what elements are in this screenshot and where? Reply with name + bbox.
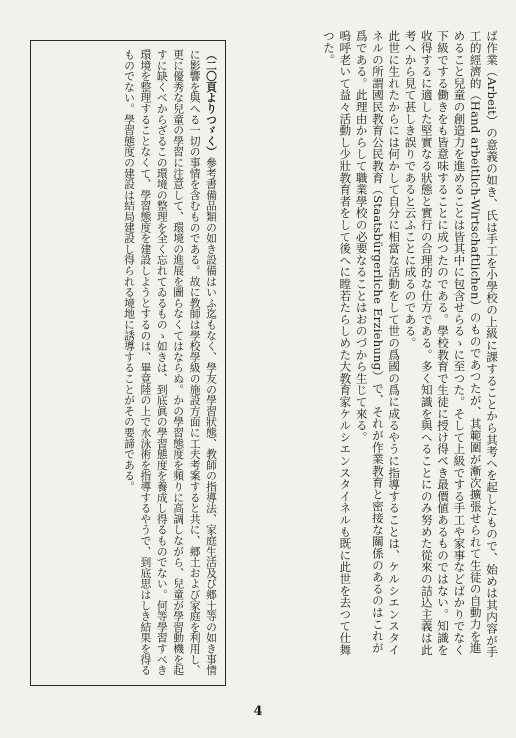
continued-note-body: 參考書備品類の如き設備はいふ迄もなく、學友の學習狀態、教師の指導法、家庭生活及び郷土等の如き事情に影響を與へる一切の事情を含むものである。故に教師は學校學級の施設方面に工夫考案すると共に、郷土および家庭を利用し、更に優秀な兒童の學習に注意して、環境の進展を圖らなくてはならぬ。かの學習態度を頻りに高調しながら、兒童が學習動機を起すに缺くべからざるこの環境の整理を全く忘れてゐるものゝ如きは、到底眞の學習態度を養成し得るものでない。何等學習すべき環境を整理することなくて、學習態度を建設しようとするのは、畢竟陸の上で水泳術を指導するやうで、到底思はしき結果を得るものでない。學習態度の建設は結局建設し得られる境地に誘導することがその要諦である。 [122,49,218,676]
main-text-column [232,30,500,658]
continued-note-text [37,49,219,677]
continued-note-heading: （二〇頁よりつゞく） [205,49,218,157]
page-number: 4 [253,704,263,719]
main-paragraph-2: 此世に生れたからには何かして自分に相當な活動をして世の爲國の爲に成るやうに指導することは、ケルシエンスタイネルの所謂國民教育公民教育（Staatsbürgerliche Erziehung）で、それが作業教育と密接な關係のあるのはこれが爲である。此理由からして職業學校の必要なることはおのづから生じて來る。 [354,30,402,656]
main-paragraph-1: ば作業（Arbeit）の意義の如き、氏は手工を小學校の上級に課することから其考へを起したもので、始めは其内容が手工的經濟的（Hand arbeitlich-Wirtschaftlichen）のものであつたが、其範圍が漸次擴張せられて生徒の自動力を進めること兒童の創造力を進めることは皆其中に包含せらるゝに至つた。そして上級でする手工や家事などばかりでなく下級でする働きをも皆意味することに成つたのである。學校教育で生徒に授け得べき最價値あるものではない。知識を收得するに適した堅實なる狀態と實行の合理的な仕方である。多く知識を與へることにのみ努めた從來の詰込主義は此考へから見て甚しき誤りであると云ふことに成るのである。 [403,30,499,658]
main-paragraph-3: 嗚呼老いて益々活動し少壯教育者をして後へに瞠若たらしめた大教育家ケルシエンスタイネルも既に此世を去つて仕舞つた。 [322,30,353,656]
continued-note-box [30,40,226,686]
